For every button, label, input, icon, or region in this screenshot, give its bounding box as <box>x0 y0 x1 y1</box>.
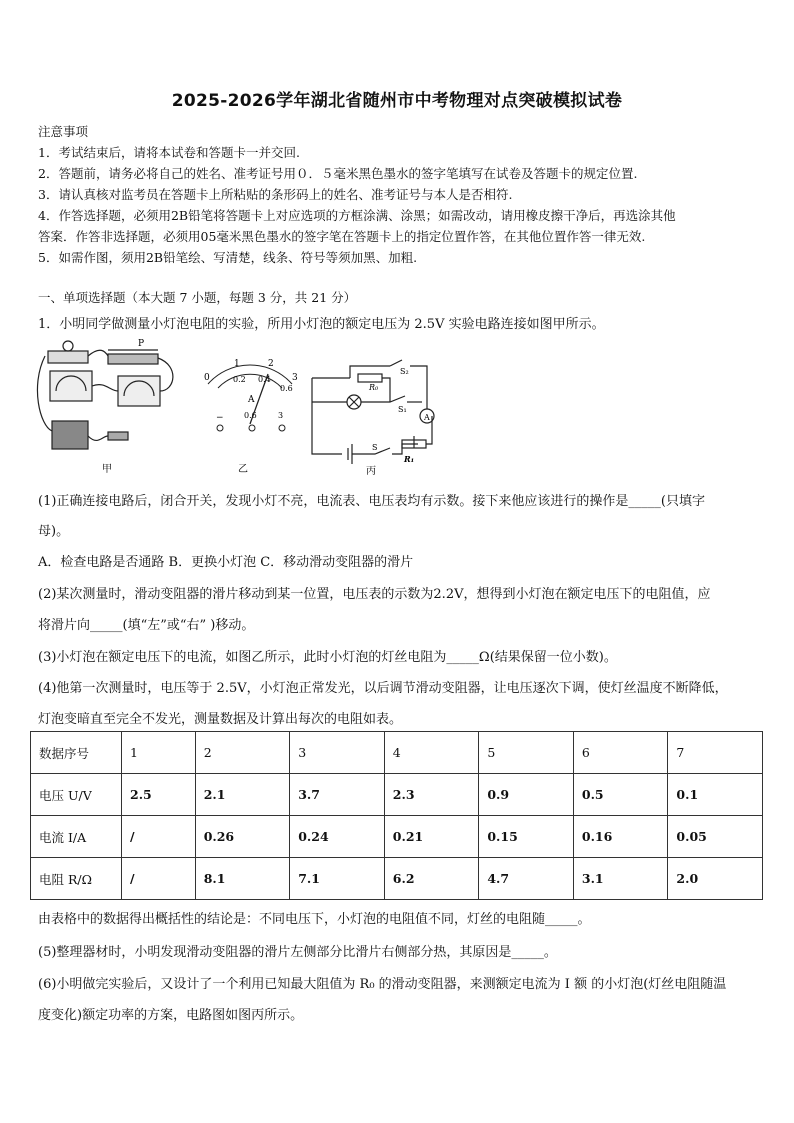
question-options: A．检查电路是否通路 B．更换小灯泡 C．移动滑动变阻器的滑片 <box>38 555 414 570</box>
table-cell: 2 <box>195 732 290 774</box>
dial-unit: A <box>248 395 255 405</box>
question-text: (5)整理器材时，小明发现滑动变阻器的滑片左侧部分比滑片右侧部分热，其原因是_____。 <box>38 945 557 960</box>
table-cell: 0.15 <box>479 816 574 858</box>
label-r1: R₁ <box>404 454 415 464</box>
table-cell: 2.3 <box>384 774 479 816</box>
terminal-label: − <box>216 413 224 423</box>
question-text: (1)正确连接电路后，闭合开关，发现小灯不亮，电流表、电压表均有示数。接下来他应该进行的操作是_____(只填字 <box>38 494 705 509</box>
table-cell: 3.7 <box>290 774 385 816</box>
table-row <box>31 774 763 816</box>
table-cell: 7.1 <box>290 858 385 900</box>
table-cell: 7 <box>668 732 763 774</box>
table-cell: 电阻 R/Ω <box>31 858 122 900</box>
table-cell: 3 <box>290 732 385 774</box>
label-yi: 乙 <box>238 464 248 475</box>
notice-item: 答案．作答非选择题，必须用05毫米黑色墨水的签字笔在答题卡上的指定位置作答，在其他位置作答一律无效. <box>38 229 646 244</box>
dial-tick: 0.2 <box>233 375 246 384</box>
table-row <box>31 732 763 774</box>
label-r0: R₀ <box>369 383 379 392</box>
terminal-label: 3 <box>278 411 284 420</box>
table-cell: 0.26 <box>195 816 290 858</box>
table-cell: 0.05 <box>668 816 763 858</box>
dial-tick: 2 <box>268 359 274 369</box>
table-cell: 0.9 <box>479 774 574 816</box>
table-cell: 2.5 <box>122 774 196 816</box>
table-cell: 6.2 <box>384 858 479 900</box>
terminal-label: 0.6 <box>244 411 257 420</box>
notice-item: 2．答题前，请务必将自己的姓名、准考证号用０．５毫米黑色墨水的签字笔填写在试卷及答题卡的规定位置. <box>38 166 638 181</box>
question-text: 灯泡变暗直至完全不发光，测量数据及计算出每次的电阻如表。 <box>38 712 403 727</box>
question-text: 度变化)额定功率的方案，电路图如图丙所示。 <box>38 1008 304 1023</box>
table-cell: 5 <box>479 732 574 774</box>
table-cell: 3.1 <box>573 858 668 900</box>
table-row <box>31 816 763 858</box>
apparatus-jia <box>37 341 172 449</box>
table-cell: 电压 U/V <box>31 774 122 816</box>
question-text: (2)某次测量时，滑动变阻器的滑片移动到某一位置，电压表的示数为2.2V，想得到小灯泡在额定电压下的电阻值，应 <box>38 587 711 602</box>
dial-tick: 1 <box>234 359 240 369</box>
table-cell: 2.1 <box>195 774 290 816</box>
notice-heading: 注意事项 <box>38 124 89 139</box>
table-cell: 0.1 <box>668 774 763 816</box>
question-text: (6)小明做完实验后，又设计了一个利用已知最大阻值为 R₀ 的滑动变阻器，来测额定电流为 I 额 的小灯泡(灯丝电阻随温 <box>38 977 727 992</box>
notice-item: 4．作答选择题，必须用2B铅笔将答题卡上对应选项的方框涂满、涂黑；如需改动，请用橡皮擦干净后，再选涂其他 <box>38 208 676 223</box>
table-cell: 0.16 <box>573 816 668 858</box>
dial-tick: 0 <box>204 373 210 383</box>
section-heading: 一、单项选择题（本大题 7 小题，每题 3 分，共 21 分） <box>38 290 357 305</box>
label-ammeter: A <box>424 413 430 422</box>
table-cell: 电流 I/A <box>31 816 122 858</box>
notice-item: 3．请认真核对监考员在答题卡上所粘贴的条形码上的姓名、准考证号与本人是否相符. <box>38 187 513 202</box>
notice-item: 5．如需作图，须用2B铅笔绘、写清楚，线条、符号等须加黑、加粗. <box>38 250 418 265</box>
label-jia: 甲 <box>102 464 112 475</box>
label-bing: 丙 <box>366 466 376 477</box>
circuit-figure <box>30 336 450 481</box>
question-1-intro: 1．小明同学做测量小灯泡电阻的实验，所用小灯泡的额定电压为 2.5V 实验电路连接如图甲所示。 <box>38 317 605 332</box>
table-cell: 8.1 <box>195 858 290 900</box>
dial-tick: 3 <box>292 373 298 383</box>
page-title: 2025-2026学年湖北省随州市中考物理对点突破模拟试卷 <box>171 91 623 111</box>
question-text: 将滑片向_____(填“左”或“右” )移动。 <box>38 618 255 633</box>
label-s2: S₂ <box>400 367 409 376</box>
table-cell: 6 <box>573 732 668 774</box>
table-cell: 2.0 <box>668 858 763 900</box>
table-cell: 数据序号 <box>31 732 122 774</box>
question-text: 母)。 <box>38 524 70 539</box>
conclusion-text: 由表格中的数据得出概括性的结论是：不同电压下，小灯泡的电阻值不同，灯丝的电阻随_____。 <box>38 912 591 927</box>
table-cell: 0.5 <box>573 774 668 816</box>
table-row <box>31 858 763 900</box>
measurement-table <box>30 731 763 900</box>
table-cell: 4 <box>384 732 479 774</box>
notice-item: 1．考试结束后，请将本试卷和答题卡一并交回. <box>38 145 300 160</box>
label-s: S <box>372 443 378 452</box>
dial-tick: 0.6 <box>280 384 293 393</box>
question-text: (3)小灯泡在额定电压下的电流，如图乙所示，此时小灯泡的灯丝电阻为_____Ω(结果保留一位小数)。 <box>38 650 617 665</box>
question-text: (4)他第一次测量时，电压等于 2.5V，小灯泡正常发光，以后调节滑动变阻器，让电压逐次下调，使灯丝温度不断降低， <box>38 681 728 696</box>
label-p: P <box>138 339 145 349</box>
table-cell: / <box>122 816 196 858</box>
label-s1: S₁ <box>398 405 407 414</box>
table-cell: 4.7 <box>479 858 574 900</box>
dial-tick: 0.4 <box>258 375 271 384</box>
table-cell: 0.24 <box>290 816 385 858</box>
table-cell: 1 <box>122 732 196 774</box>
table-cell: 0.21 <box>384 816 479 858</box>
table-cell: / <box>122 858 196 900</box>
